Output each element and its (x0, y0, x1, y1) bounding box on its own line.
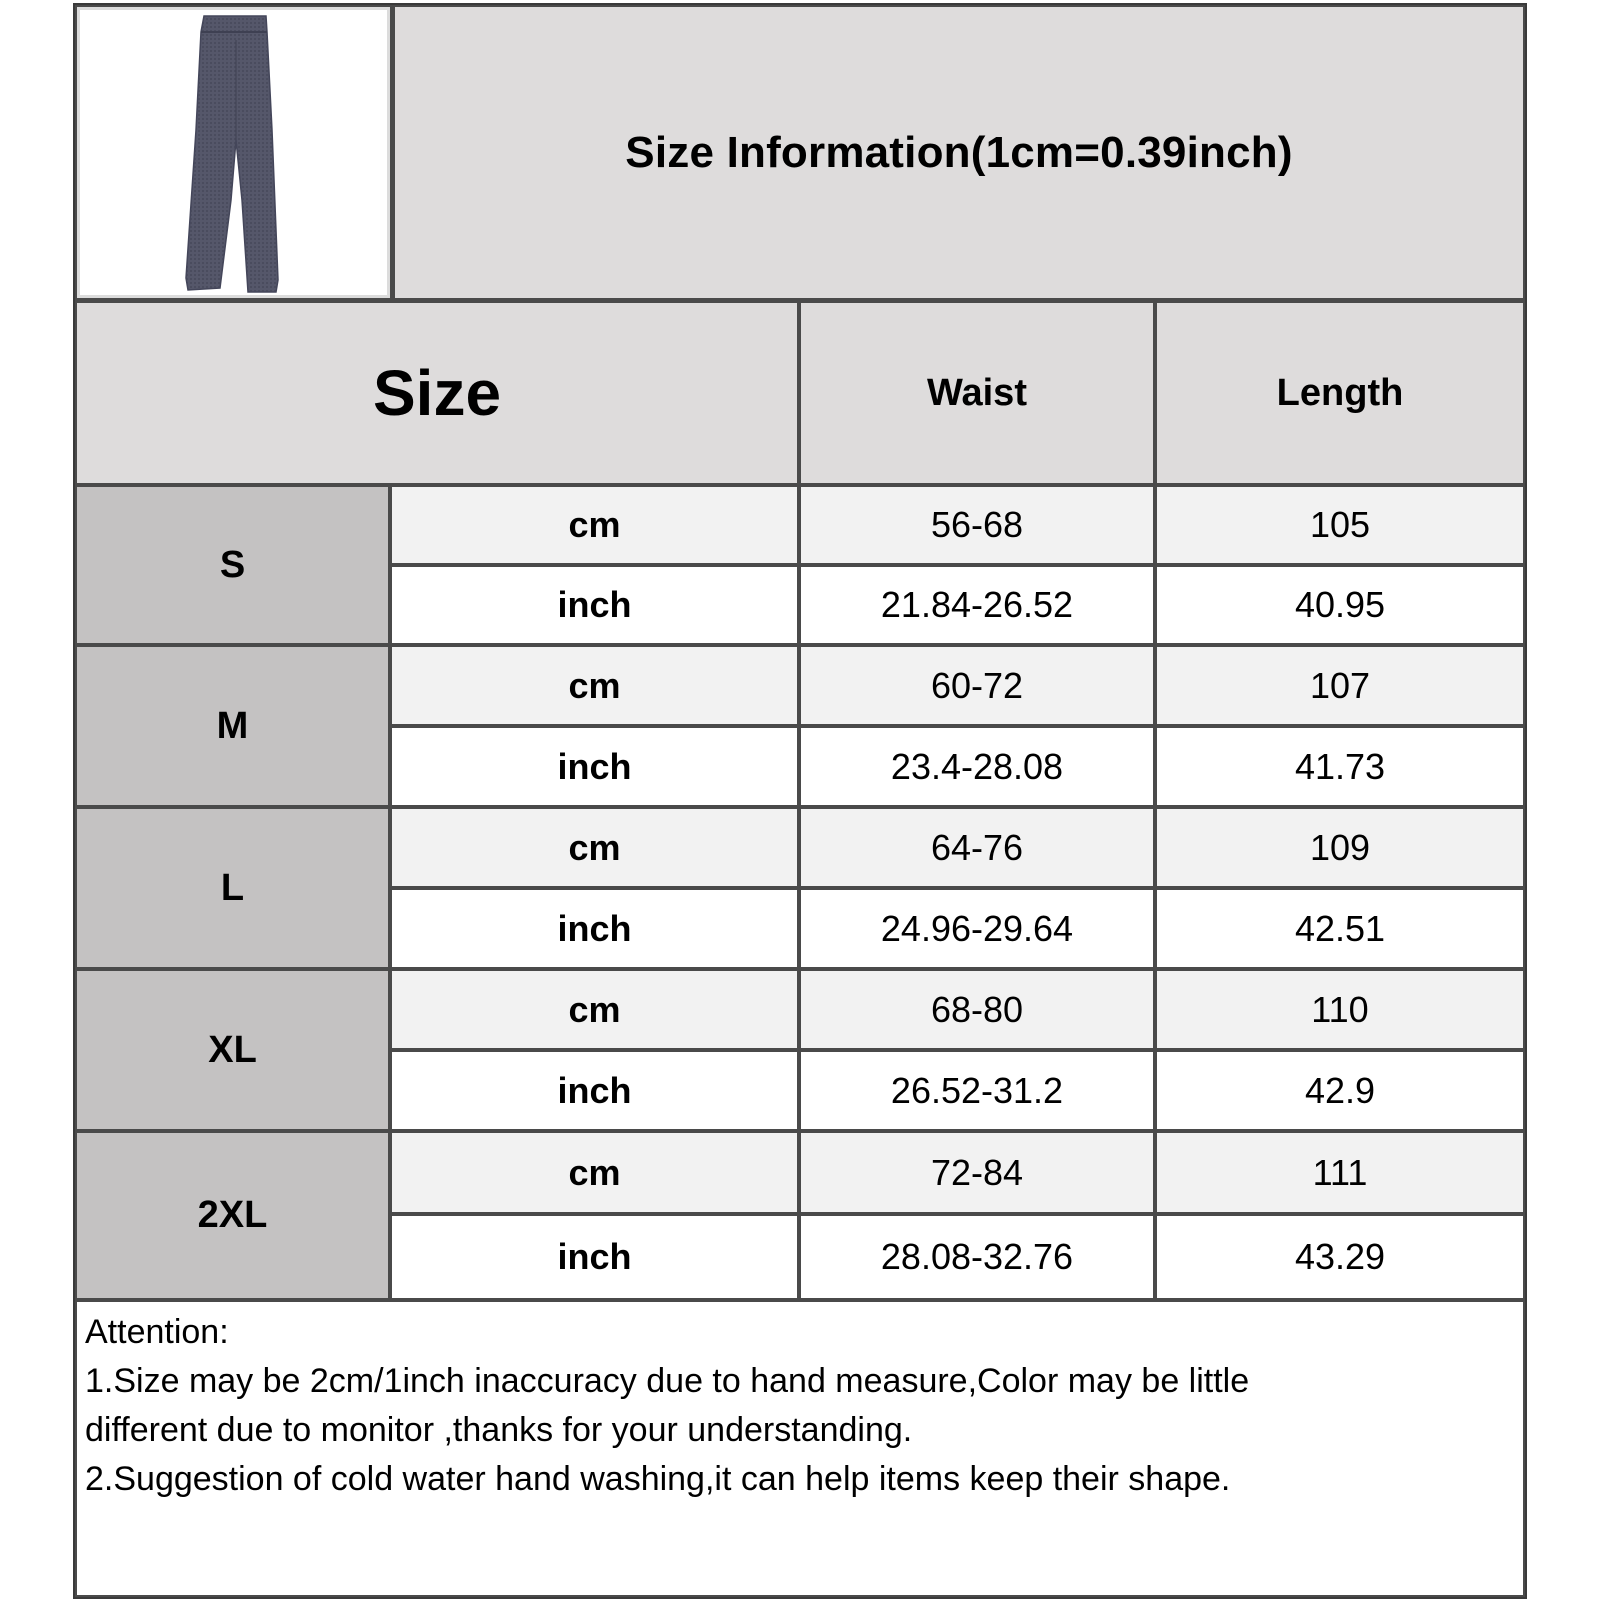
unit-inch: inch (392, 890, 797, 967)
unit-cm: cm (392, 809, 797, 886)
unit-inch: inch (392, 1052, 797, 1129)
notes-heading: Attention: (85, 1313, 229, 1351)
length-value: 43.29 (1157, 1216, 1523, 1298)
notes-line: 1.Size may be 2cm/1inch inaccuracy due to hand measure,Color may be little (85, 1362, 1250, 1400)
size-label-xl: XL (77, 971, 388, 1129)
length-value: 110 (1157, 971, 1523, 1048)
waist-value: 64-76 (801, 809, 1153, 886)
header-length: Length (1157, 303, 1523, 483)
waist-value: 68-80 (801, 971, 1153, 1048)
size-label-l: L (77, 809, 388, 967)
length-value: 111 (1157, 1133, 1523, 1212)
wide-leg-pants-icon (174, 10, 294, 295)
header-size: Size (77, 303, 797, 483)
waist-value: 28.08-32.76 (801, 1216, 1153, 1298)
waist-value: 26.52-31.2 (801, 1052, 1153, 1129)
header-waist: Waist (801, 303, 1153, 483)
unit-cm: cm (392, 487, 797, 563)
unit-inch: inch (392, 567, 797, 643)
unit-inch: inch (392, 728, 797, 805)
length-value: 40.95 (1157, 567, 1523, 643)
unit-cm: cm (392, 971, 797, 1048)
product-photo (77, 7, 390, 298)
unit-inch: inch (392, 1216, 797, 1298)
notes-line: 2.Suggestion of cold water hand washing,it can help items keep their shape. (85, 1460, 1231, 1498)
length-value: 105 (1157, 487, 1523, 563)
length-value: 41.73 (1157, 728, 1523, 805)
waist-value: 56-68 (801, 487, 1153, 563)
waist-value: 24.96-29.64 (801, 890, 1153, 967)
unit-cm: cm (392, 647, 797, 724)
size-label-2xl: 2XL (77, 1133, 388, 1298)
length-value: 42.9 (1157, 1052, 1523, 1129)
size-label-s: S (77, 487, 388, 643)
waist-value: 60-72 (801, 647, 1153, 724)
attention-notes (77, 1302, 1523, 1595)
length-value: 107 (1157, 647, 1523, 724)
size-chart (73, 3, 1527, 1599)
length-value: 109 (1157, 809, 1523, 886)
page-title: Size Information(1cm=0.39inch) (395, 7, 1523, 298)
waist-value: 21.84-26.52 (801, 567, 1153, 643)
length-value: 42.51 (1157, 890, 1523, 967)
waist-value: 72-84 (801, 1133, 1153, 1212)
unit-cm: cm (392, 1133, 797, 1212)
waist-value: 23.4-28.08 (801, 728, 1153, 805)
notes-line: different due to monitor ,thanks for your understanding. (85, 1411, 913, 1449)
size-label-m: M (77, 647, 388, 805)
